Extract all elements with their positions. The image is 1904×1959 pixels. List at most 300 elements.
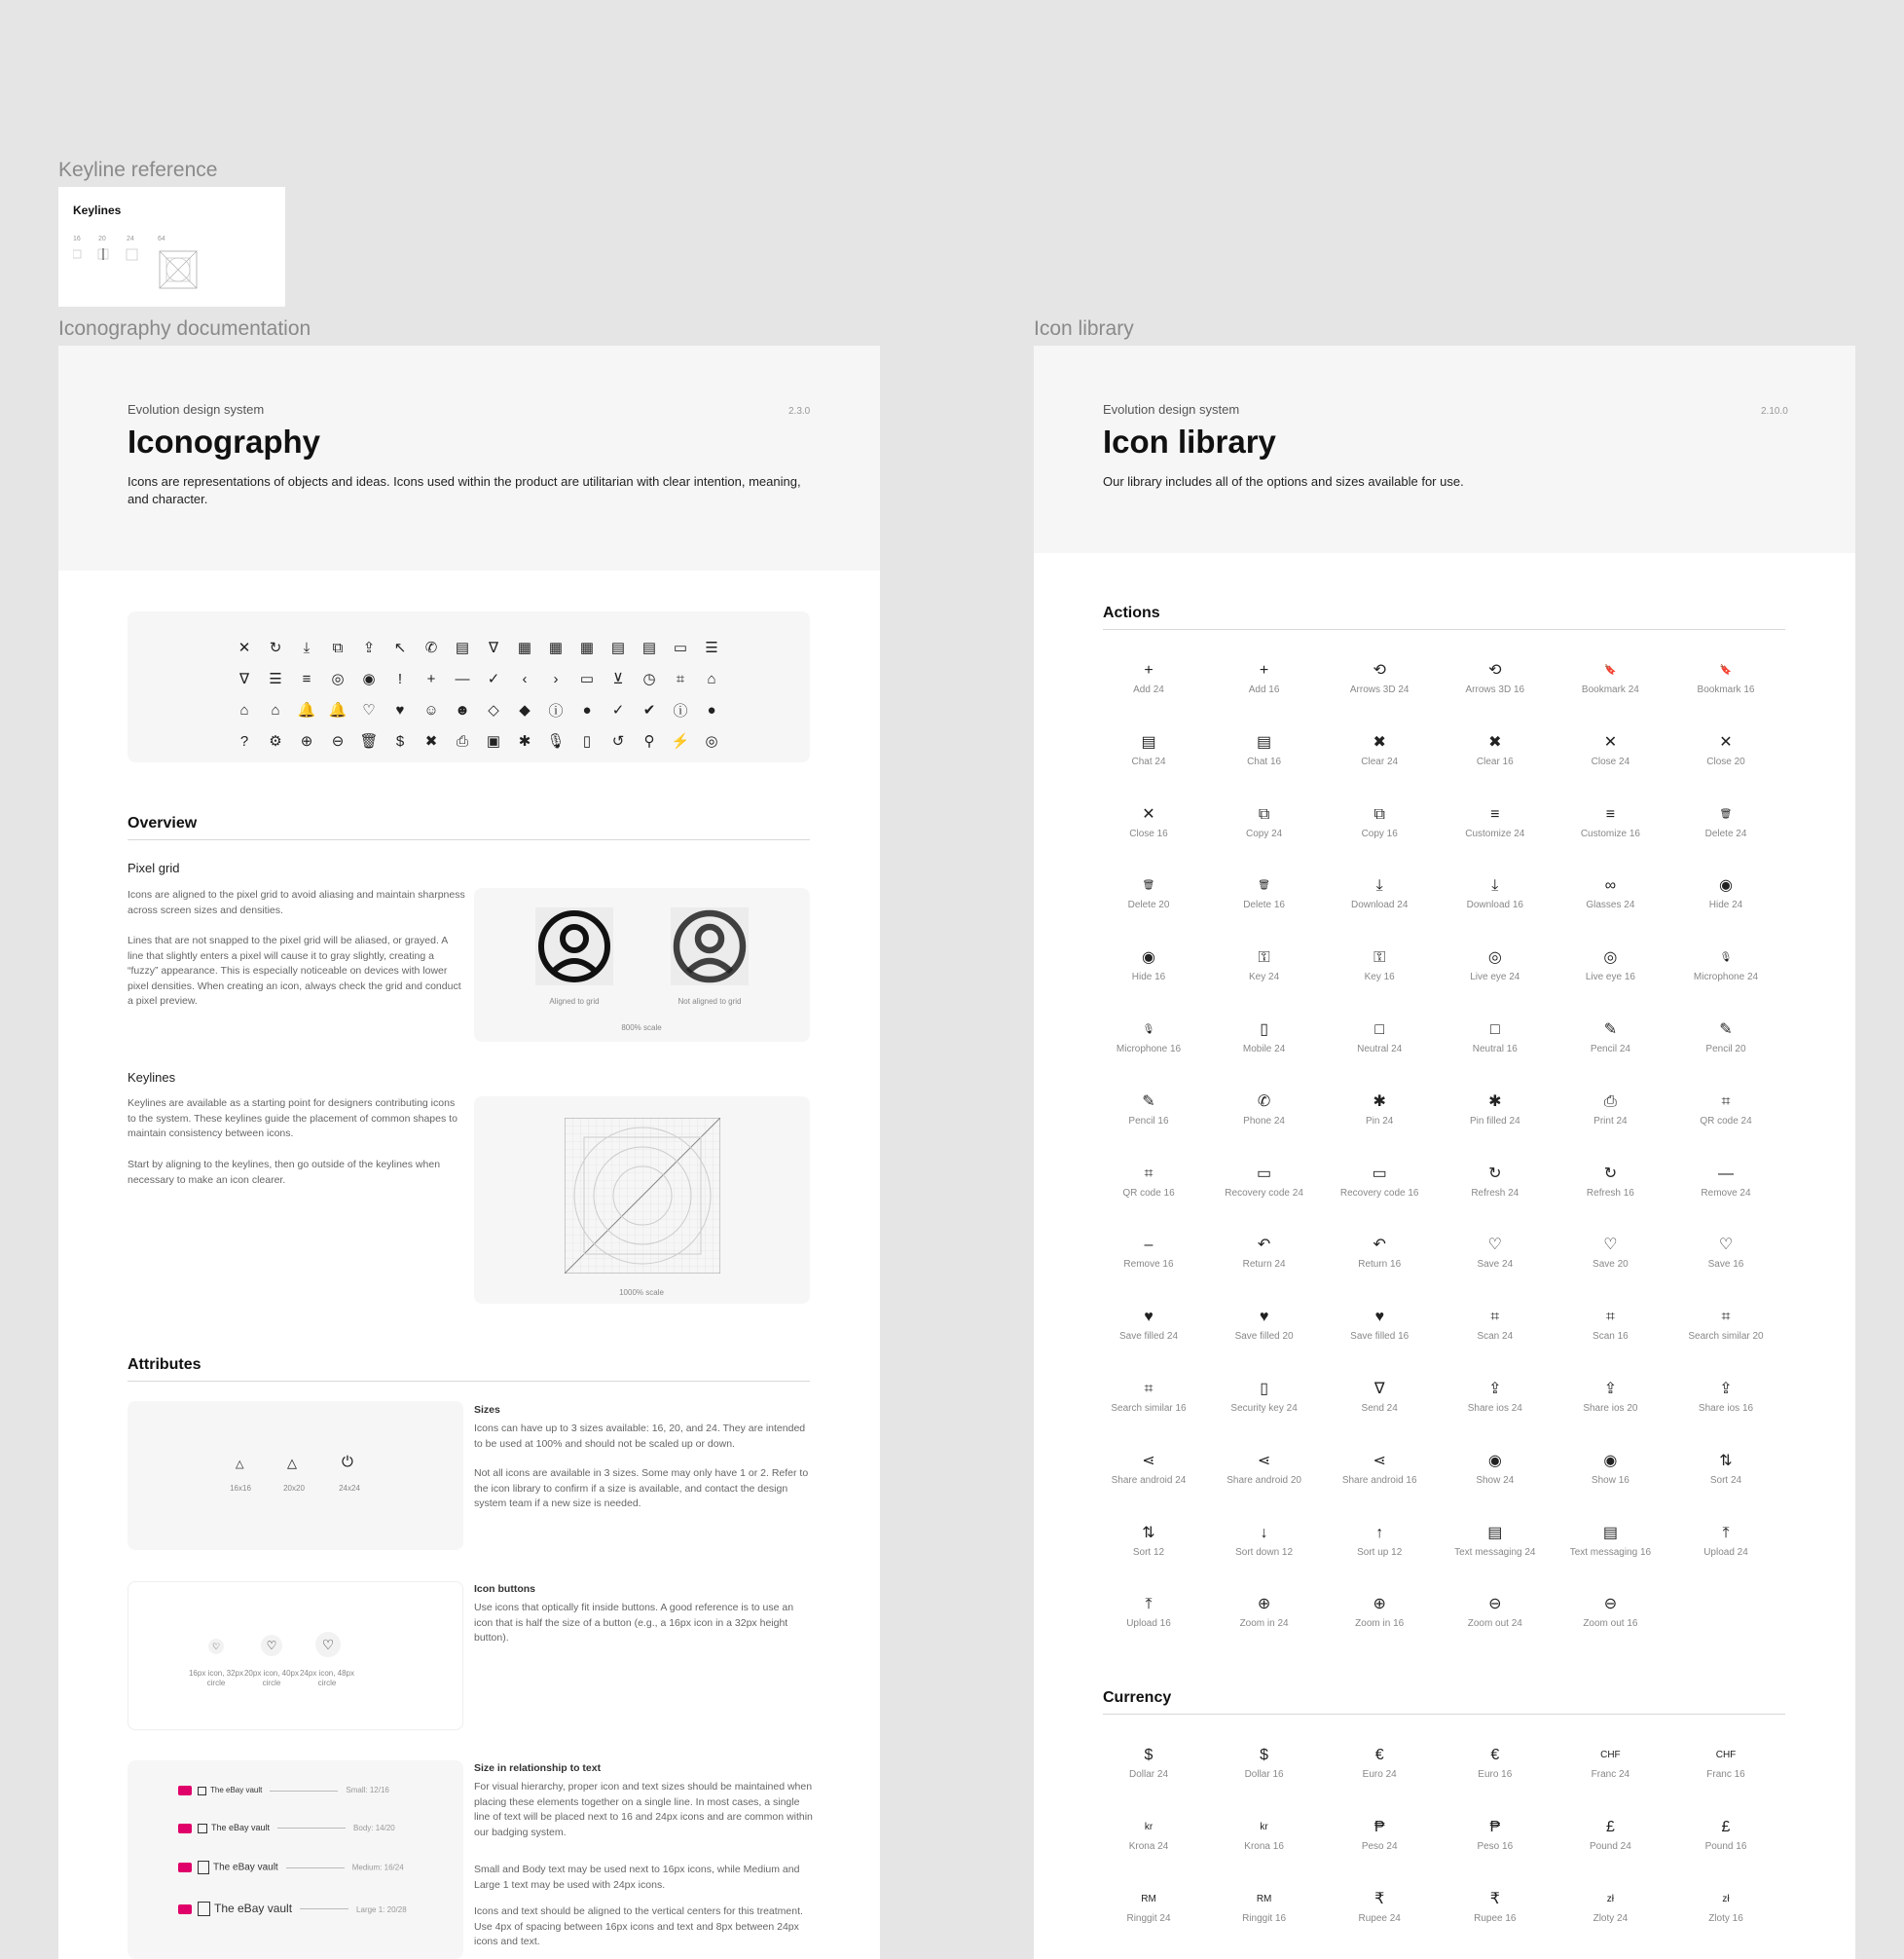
library-glyph-icon: CHF <box>1715 1750 1737 1760</box>
library-icon-name: Recovery code 24 <box>1225 1187 1303 1199</box>
button-24-heart-icon[interactable]: ♡ <box>315 1632 341 1657</box>
library-glyph-icon: ⚿ <box>1258 949 1270 967</box>
library-icon-cell[interactable] <box>1091 731 1206 790</box>
library-icon-name: Hide 16 <box>1131 972 1166 983</box>
library-icon-cell[interactable] <box>1091 1744 1206 1802</box>
not-aligned-caption: Not aligned to grid <box>677 997 742 1006</box>
library-glyph-icon: ⋖ <box>1142 1452 1155 1469</box>
aligned-caption: Aligned to grid <box>549 997 600 1006</box>
library-icon-name: Copy 24 <box>1245 828 1283 839</box>
button-16-heart-icon[interactable]: ♡ <box>208 1639 224 1654</box>
library-icon-cell[interactable] <box>1553 1234 1667 1292</box>
library-icon-cell[interactable] <box>1438 1090 1553 1149</box>
library-icon-cell[interactable] <box>1553 874 1667 933</box>
icon-buttons-text: Use icons that optically fit inside buttons. A good reference is to use an icon that is half the size of a button (e.g., a 16px icon in a 32px height button). <box>474 1602 794 1644</box>
library-icon-cell[interactable] <box>1207 1378 1322 1436</box>
library-icon-cell[interactable] <box>1322 1378 1437 1436</box>
library-icon-name: Microphone 16 <box>1116 1044 1182 1054</box>
library-icon-cell[interactable] <box>1438 1816 1553 1874</box>
library-glyph-icon: 🗑 <box>1142 880 1155 892</box>
keyline-reference-card[interactable] <box>58 187 285 307</box>
library-glyph-icon: ↑ <box>1375 1524 1384 1541</box>
library-icon-cell[interactable] <box>1091 1090 1206 1149</box>
library-glyph-icon: kr <box>1260 1821 1268 1832</box>
library-glyph-icon: ∞ <box>1604 877 1617 895</box>
library-icon-cell[interactable] <box>1668 659 1783 718</box>
library-glyph-icon: ♡ <box>1487 1237 1502 1254</box>
showcase-glyph-icon: $ <box>395 732 405 750</box>
sizes-heading: Sizes <box>474 1404 500 1416</box>
library-glyph-icon: ₹ <box>1374 1890 1385 1907</box>
library-icon-name: Zoom out 16 <box>1583 1618 1638 1630</box>
pixel-grid-text-2: Lines that are not snapped to the pixel grid will be aliased, or grayed. A line that slightly enters a pixel will cause it to gray slightly, creating a “fuzzy” appearance. This is especially noticeable on devices with lower pixel densities. When creating an icon, always check the grid and conduct a pixel preview. <box>128 935 461 1007</box>
library-glyph-icon: 🗑 <box>1258 880 1270 892</box>
showcase-glyph-icon: ☰ <box>705 640 718 656</box>
icon-showcase-card <box>128 611 810 762</box>
library-icon-name: Krona 16 <box>1244 1840 1284 1852</box>
pixel-grid-text-1: Icons are aligned to the pixel grid to avoid aliasing and maintain sharpness across screen sizes and densities. <box>128 889 465 916</box>
library-icon-cell[interactable] <box>1668 1018 1783 1077</box>
library-icon-cell[interactable] <box>1553 1163 1667 1221</box>
library-icon-name: Save filled 20 <box>1234 1331 1294 1343</box>
library-icon-cell[interactable] <box>1091 1522 1206 1580</box>
library-icon-cell[interactable] <box>1438 1378 1553 1436</box>
showcase-glyph-icon: ▤ <box>610 640 626 656</box>
library-icon-name: Refresh 16 <box>1586 1187 1634 1199</box>
library-icon-name: Refresh 24 <box>1471 1187 1520 1199</box>
showcase-glyph-icon: ⧉ <box>332 639 344 656</box>
library-icon-cell[interactable] <box>1207 1018 1322 1077</box>
library-icon-name: Neutral 24 <box>1357 1044 1403 1054</box>
library-icon-cell[interactable] <box>1091 946 1206 1005</box>
library-icon-name: Clear 24 <box>1361 756 1399 767</box>
library-icon-name: Hide 24 <box>1708 900 1743 911</box>
library-icon-cell[interactable] <box>1322 1306 1437 1364</box>
library-icon-name: Clear 16 <box>1476 756 1514 767</box>
library-glyph-icon: RM <box>1256 1893 1272 1904</box>
showcase-glyph-icon: ✕ <box>238 640 251 656</box>
doc-eyebrow: Evolution design system <box>128 402 265 417</box>
library-glyph-icon: zł <box>1606 1893 1614 1904</box>
sizes-text-1: Icons can have up to 3 sizes available: 16, 20, and 24. They are intended to be used at 100% and should not be scaled up or down. <box>474 1423 806 1450</box>
library-glyph-icon: ✖ <box>1488 733 1502 751</box>
showcase-glyph-icon: ∇ <box>488 640 499 656</box>
library-icon-cell[interactable] <box>1322 1450 1437 1508</box>
library-icon-cell[interactable] <box>1438 659 1553 718</box>
showcase-glyph-icon: ● <box>582 701 592 719</box>
button-label-20: 20px icon, 40px circle <box>243 1669 300 1687</box>
library-icon-cell[interactable] <box>1438 1522 1553 1580</box>
library-icon-cell[interactable] <box>1207 659 1322 718</box>
library-icon-cell[interactable] <box>1322 1888 1437 1946</box>
library-glyph-icon: ≡ <box>1490 805 1500 823</box>
button-label-24: 24px icon, 48px circle <box>299 1669 355 1687</box>
library-icon-cell[interactable] <box>1322 803 1437 862</box>
showcase-glyph-icon: ▯ <box>582 733 592 750</box>
library-icon-cell[interactable] <box>1668 874 1783 933</box>
library-icon-cell[interactable] <box>1553 659 1667 718</box>
showcase-glyph-icon: ▤ <box>641 640 657 656</box>
library-icon-cell[interactable] <box>1091 1306 1206 1364</box>
text-relationship-text-1: For visual hierarchy, proper icon and text sizes should be maintained when placing these elements together on a single line. In most cases, a single line of text will be placed next to 16 and 24px icons and are common within our badging system. <box>474 1781 813 1838</box>
library-icon-cell[interactable] <box>1322 731 1437 790</box>
showcase-glyph-icon: ◎ <box>331 671 345 687</box>
library-icon-name: Euro 24 <box>1362 1769 1397 1780</box>
library-icon-cell[interactable] <box>1322 1234 1437 1292</box>
library-icon-name: Save filled 24 <box>1118 1331 1179 1343</box>
library-icon-name: Show 16 <box>1591 1474 1629 1486</box>
library-icon-cell[interactable] <box>1668 1234 1783 1292</box>
library-icon-cell[interactable] <box>1438 1888 1553 1946</box>
library-icon-cell[interactable] <box>1553 803 1667 862</box>
library-glyph-icon: ◎ <box>1487 949 1502 967</box>
showcase-glyph-icon: ≡ <box>302 670 311 687</box>
showcase-glyph-icon: ⚡ <box>671 733 690 750</box>
library-icon-name: Download 24 <box>1351 900 1409 911</box>
library-icon-name: Download 16 <box>1466 900 1523 911</box>
library-icon-name: Sort 24 <box>1709 1474 1742 1486</box>
library-icon-cell[interactable] <box>1438 1744 1553 1802</box>
icon-showcase-grid <box>229 632 727 757</box>
library-icon-name: Close 24 <box>1591 756 1630 767</box>
library-icon-cell[interactable] <box>1553 1306 1667 1364</box>
library-icon-cell[interactable] <box>1438 1018 1553 1077</box>
library-icon-cell[interactable] <box>1207 803 1322 862</box>
library-glyph-icon: □ <box>1374 1021 1385 1038</box>
library-glyph-icon: ♥ <box>1259 1309 1269 1326</box>
library-icon-cell[interactable] <box>1207 1888 1322 1946</box>
library-icon-cell[interactable] <box>1091 1378 1206 1436</box>
library-glyph-icon: ⟲ <box>1373 662 1386 679</box>
showcase-glyph-icon: ⌂ <box>707 670 716 687</box>
library-icon-cell[interactable] <box>1322 1744 1437 1802</box>
library-icon-name: Return 16 <box>1358 1259 1402 1271</box>
keyline-card-title: Keylines <box>73 203 122 217</box>
text-row-small: The eBay vault Small: 12/16 <box>178 1786 389 1795</box>
library-icon-cell[interactable] <box>1091 874 1206 933</box>
library-glyph-icon: ⊖ <box>1603 1596 1618 1613</box>
library-icon-cell[interactable] <box>1091 1163 1206 1221</box>
doc-intro: Icons are representations of objects and ideas. Icons used within the product are utilitarian with clear intention, meaning, and character. <box>128 474 801 506</box>
library-glyph-icon: ✎ <box>1142 1092 1155 1110</box>
library-glyph-icon: ▤ <box>1141 733 1156 751</box>
library-icon-cell[interactable] <box>1091 1018 1206 1077</box>
library-glyph-icon: ♡ <box>1603 1237 1618 1254</box>
library-icon-cell[interactable] <box>1668 1522 1783 1580</box>
library-icon-name: Ringgit 16 <box>1242 1912 1287 1924</box>
library-icon-cell[interactable] <box>1322 1593 1437 1651</box>
library-icon-name: Zoom out 24 <box>1467 1618 1522 1630</box>
keylines-text-1: Keylines are available as a starting point for designers contributing icons to the system. These keylines guide the placement of common shapes to maintain consistency between icons. <box>128 1097 458 1139</box>
library-icon-name: Phone 24 <box>1243 1115 1285 1127</box>
library-icon-name: Pencil 20 <box>1705 1044 1746 1054</box>
library-icon-cell[interactable] <box>1553 731 1667 790</box>
keyline-size-20: 20 <box>98 236 106 242</box>
library-icon-name: Search similar 20 <box>1688 1331 1764 1343</box>
library-glyph-icon: ✱ <box>1488 1092 1502 1110</box>
text-relationship-text-2: Small and Body text may be used next to 16px icons, while Medium and Large 1 text may be used with 24px icons. <box>474 1864 800 1891</box>
library-icon-cell[interactable] <box>1207 1522 1322 1580</box>
library-icon-cell[interactable] <box>1207 946 1322 1005</box>
library-icon-name: Add 24 <box>1133 684 1164 695</box>
library-icon-cell[interactable] <box>1553 1090 1667 1149</box>
library-glyph-icon: ⋖ <box>1373 1452 1386 1469</box>
library-icon-name: Security key 24 <box>1230 1403 1298 1414</box>
library-glyph-icon: ⤓ <box>1375 877 1383 895</box>
library-icon-cell[interactable] <box>1207 1234 1322 1292</box>
library-icon-cell[interactable] <box>1668 731 1783 790</box>
library-icon-cell[interactable] <box>1091 1888 1206 1946</box>
keyline-size-64: 64 <box>158 236 165 242</box>
icon-library-panel <box>1034 346 1855 1959</box>
library-icon-cell[interactable] <box>1207 731 1322 790</box>
library-icon-name: Zoom in 16 <box>1355 1618 1405 1630</box>
lib-version: 2.10.0 <box>1761 406 1788 417</box>
library-icon-name: Zoom in 24 <box>1239 1618 1289 1630</box>
library-icon-name: Add 16 <box>1248 684 1280 695</box>
library-icon-name: Live eye 16 <box>1585 972 1635 983</box>
library-icon-name: Pound 16 <box>1704 1840 1747 1852</box>
library-icon-name: Zloty 16 <box>1708 1912 1743 1924</box>
library-glyph-icon: ♥ <box>1374 1309 1384 1326</box>
library-icon-cell[interactable] <box>1207 1163 1322 1221</box>
library-glyph-icon: □ <box>1489 1021 1500 1038</box>
showcase-glyph-icon: ⓘ <box>673 702 688 720</box>
library-icon-name: Peso 24 <box>1361 1840 1398 1852</box>
library-icon-name: Ringgit 24 <box>1126 1912 1171 1924</box>
library-glyph-icon: ▭ <box>1257 1164 1272 1182</box>
button-20-heart-icon[interactable]: ♡ <box>261 1635 282 1656</box>
library-icon-cell[interactable] <box>1553 1744 1667 1802</box>
library-icon-cell[interactable] <box>1207 1450 1322 1508</box>
library-glyph-icon: ⌗ <box>1144 1164 1153 1182</box>
library-glyph-icon: 🔖 <box>1719 665 1733 676</box>
text-row-large: The eBay vault Large 1: 20/28 <box>178 1902 407 1916</box>
library-glyph-icon: ▭ <box>1372 1164 1387 1182</box>
library-icon-cell[interactable] <box>1091 659 1206 718</box>
library-glyph-icon: ✎ <box>1719 1021 1733 1038</box>
showcase-glyph-icon: 🔔 <box>328 702 348 719</box>
library-glyph-icon: ⟲ <box>1488 662 1502 679</box>
showcase-glyph-icon: ∇ <box>238 671 250 687</box>
library-icon-name: Delete 24 <box>1704 828 1747 839</box>
library-icon-name: Sort 12 <box>1132 1546 1165 1558</box>
library-icon-cell[interactable] <box>1553 1378 1667 1436</box>
library-icon-cell[interactable] <box>1207 874 1322 933</box>
showcase-glyph-icon: ▭ <box>673 640 688 656</box>
library-icon-cell[interactable] <box>1668 1378 1783 1436</box>
library-icon-name: Delete 20 <box>1127 900 1170 911</box>
library-icon-name: Pencil 16 <box>1128 1115 1169 1127</box>
library-icon-cell[interactable] <box>1322 1018 1437 1077</box>
library-icon-cell[interactable] <box>1553 1888 1667 1946</box>
library-icon-cell[interactable] <box>1207 1593 1322 1651</box>
library-icon-name: Dollar 24 <box>1128 1769 1169 1780</box>
keyline-large-grid-icon <box>159 250 198 289</box>
library-icon-name: Delete 16 <box>1243 900 1285 911</box>
library-icon-cell[interactable] <box>1668 946 1783 1005</box>
showcase-glyph-icon: ▣ <box>486 733 501 750</box>
library-icon-cell[interactable] <box>1322 1090 1437 1149</box>
library-glyph-icon: ◉ <box>1142 949 1155 967</box>
text-relationship-text-3: Icons and text should be aligned to the vertical centers for this treatment. Use 4px of spacing between 16px icons and text and 8px between 24px icons and text. <box>474 1905 803 1947</box>
library-icon-name: Microphone 24 <box>1693 972 1759 983</box>
library-icon-name: Rupee 24 <box>1358 1912 1401 1924</box>
library-icon-name: Glasses 24 <box>1586 900 1635 911</box>
showcase-glyph-icon: ● <box>707 701 716 719</box>
library-icon-cell[interactable] <box>1553 1450 1667 1508</box>
showcase-glyph-icon: ◆ <box>519 702 531 719</box>
library-icon-cell[interactable] <box>1438 1163 1553 1221</box>
library-icon-name: Print 24 <box>1593 1115 1628 1127</box>
library-icon-cell[interactable] <box>1438 1306 1553 1364</box>
showcase-glyph-icon: ▭ <box>579 671 595 687</box>
attributes-heading: Attributes <box>128 1356 201 1373</box>
library-icon-name: Key 16 <box>1364 972 1395 983</box>
library-icon-name: Bookmark 16 <box>1697 684 1755 695</box>
library-icon-cell[interactable] <box>1668 1306 1783 1364</box>
library-glyph-icon: zł <box>1722 1893 1730 1904</box>
showcase-glyph-icon: ◷ <box>642 671 656 687</box>
library-icon-cell[interactable] <box>1668 1816 1783 1874</box>
showcase-glyph-icon: ♥ <box>395 701 405 719</box>
library-glyph-icon: ⇪ <box>1719 1381 1733 1397</box>
library-glyph-icon: ▯ <box>1260 1381 1268 1397</box>
library-icon-cell[interactable] <box>1553 1593 1667 1651</box>
showcase-glyph-icon: ‹ <box>522 670 528 687</box>
frame-label-icon-library: Icon library <box>1034 317 1134 340</box>
library-icon-cell[interactable] <box>1438 731 1553 790</box>
library-icon-cell[interactable] <box>1438 1234 1553 1292</box>
library-icon-cell[interactable] <box>1438 1593 1553 1651</box>
library-icon-cell[interactable] <box>1091 1593 1206 1651</box>
avatar-aligned-icon <box>535 907 613 985</box>
library-icon-name: Customize 24 <box>1465 828 1525 839</box>
library-glyph-icon: ♡ <box>1718 1237 1734 1254</box>
showcase-glyph-icon: ✓ <box>487 671 500 687</box>
library-icon-cell[interactable] <box>1668 1744 1783 1802</box>
library-icon-cell[interactable] <box>1438 874 1553 933</box>
library-icon-cell[interactable] <box>1553 946 1667 1005</box>
library-glyph-icon: 🎙 <box>1142 1024 1155 1035</box>
library-icon-name: Upload 16 <box>1126 1618 1171 1630</box>
library-icon-name: Return 24 <box>1242 1259 1286 1271</box>
library-glyph-icon: ↶ <box>1257 1237 1271 1254</box>
keyline-small-glyphs <box>73 248 161 264</box>
showcase-glyph-icon: — <box>455 670 470 687</box>
library-icon-cell[interactable] <box>1553 1018 1667 1077</box>
library-icon-name: Send 24 <box>1361 1403 1398 1414</box>
library-icon-cell[interactable] <box>1438 803 1553 862</box>
library-icon-cell[interactable] <box>1091 803 1206 862</box>
library-glyph-icon: ≡ <box>1605 805 1616 823</box>
library-icon-cell[interactable] <box>1322 946 1437 1005</box>
library-glyph-icon: ↻ <box>1488 1164 1502 1182</box>
library-icon-cell[interactable] <box>1668 1163 1783 1221</box>
library-glyph-icon: ⧉ <box>1373 805 1385 823</box>
library-icon-cell[interactable] <box>1207 1090 1322 1149</box>
keyline-scale-caption: 1000% scale <box>619 1288 664 1297</box>
library-icon-name: Remove 16 <box>1123 1259 1174 1271</box>
library-glyph-icon: + <box>1144 662 1153 679</box>
text-relationship-heading: Size in relationship to text <box>474 1762 602 1774</box>
icon-buttons-example-card <box>128 1581 463 1730</box>
library-icon-name: Share ios 20 <box>1583 1403 1638 1414</box>
library-glyph-icon: ✱ <box>1373 1092 1386 1110</box>
library-icon-cell[interactable] <box>1322 1163 1437 1221</box>
library-icon-name: Recovery code 16 <box>1339 1187 1419 1199</box>
library-icon-cell[interactable] <box>1207 1816 1322 1874</box>
library-glyph-icon: ⇪ <box>1488 1381 1502 1397</box>
library-icon-cell[interactable] <box>1091 1234 1206 1292</box>
lock-icon-20: △ <box>287 1456 297 1470</box>
library-icon-name: Euro 16 <box>1478 1769 1513 1780</box>
sizes-text-2: Not all icons are available in 3 sizes. Some may only have 1 or 2. Refer to the icon library to confirm if a size is available, and contact the design system team if a new size is needed. <box>474 1467 809 1509</box>
actions-heading: Actions <box>1103 605 1160 621</box>
library-icon-name: Remove 24 <box>1701 1187 1751 1199</box>
library-glyph-icon: ⤒ <box>1722 1524 1730 1541</box>
library-glyph-icon: $ <box>1144 1747 1153 1763</box>
library-icon-cell[interactable] <box>1322 1816 1437 1874</box>
frame-label-keyline: Keyline reference <box>58 159 218 181</box>
library-glyph-icon: ⇅ <box>1142 1524 1155 1541</box>
text-row-medium: The eBay vault Medium: 16/24 <box>178 1861 404 1874</box>
attributes-divider <box>128 1381 810 1382</box>
text-relationship-example-card <box>128 1760 463 1959</box>
library-glyph-icon: ⌗ <box>1721 1092 1731 1110</box>
showcase-glyph-icon: ⊕ <box>300 733 313 750</box>
library-icon-name: Neutral 16 <box>1472 1044 1518 1054</box>
lib-eyebrow: Evolution design system <box>1103 402 1240 417</box>
showcase-glyph-icon: 🗑 <box>359 733 379 750</box>
showcase-glyph-icon: ↖ <box>393 640 407 656</box>
library-glyph-icon: ◉ <box>1603 1452 1618 1469</box>
library-icon-name: Share android 24 <box>1111 1474 1187 1486</box>
library-icon-name: Share ios 16 <box>1698 1403 1754 1414</box>
library-glyph-icon: ▤ <box>1602 1524 1618 1541</box>
library-icon-cell[interactable] <box>1553 1522 1667 1580</box>
library-glyph-icon: ⌗ <box>1490 1309 1500 1326</box>
showcase-glyph-icon: ▦ <box>548 640 564 656</box>
library-icon-cell[interactable] <box>1668 803 1783 862</box>
library-icon-name: Close 16 <box>1129 828 1168 839</box>
library-icon-cell[interactable] <box>1438 1450 1553 1508</box>
library-icon-name: Pin filled 24 <box>1469 1115 1520 1127</box>
library-icon-cell[interactable] <box>1091 1816 1206 1874</box>
library-icon-cell[interactable] <box>1322 659 1437 718</box>
library-icon-cell[interactable] <box>1668 1450 1783 1508</box>
size-label-16: 16x16 <box>230 1484 251 1493</box>
showcase-glyph-icon: ⓘ <box>548 702 564 720</box>
library-icon-name: Peso 16 <box>1477 1840 1514 1852</box>
library-icon-cell[interactable] <box>1553 1816 1667 1874</box>
library-icon-cell[interactable] <box>1668 1888 1783 1946</box>
library-icon-name: Search similar 16 <box>1111 1403 1187 1414</box>
pixel-grid-heading: Pixel grid <box>128 861 180 875</box>
library-icon-cell[interactable] <box>1207 1744 1322 1802</box>
library-icon-cell[interactable] <box>1322 874 1437 933</box>
library-icon-name: Save 24 <box>1477 1259 1514 1271</box>
library-icon-cell[interactable] <box>1438 946 1553 1005</box>
library-icon-cell[interactable] <box>1322 1522 1437 1580</box>
library-icon-cell[interactable] <box>1668 1090 1783 1149</box>
library-icon-name: Pin 24 <box>1366 1115 1394 1127</box>
library-icon-name: Arrows 3D 16 <box>1465 684 1525 695</box>
library-icon-cell[interactable] <box>1207 1306 1322 1364</box>
showcase-glyph-icon: ✖ <box>424 733 438 750</box>
library-glyph-icon: ✕ <box>1603 733 1618 751</box>
library-icon-cell[interactable] <box>1091 1450 1206 1508</box>
